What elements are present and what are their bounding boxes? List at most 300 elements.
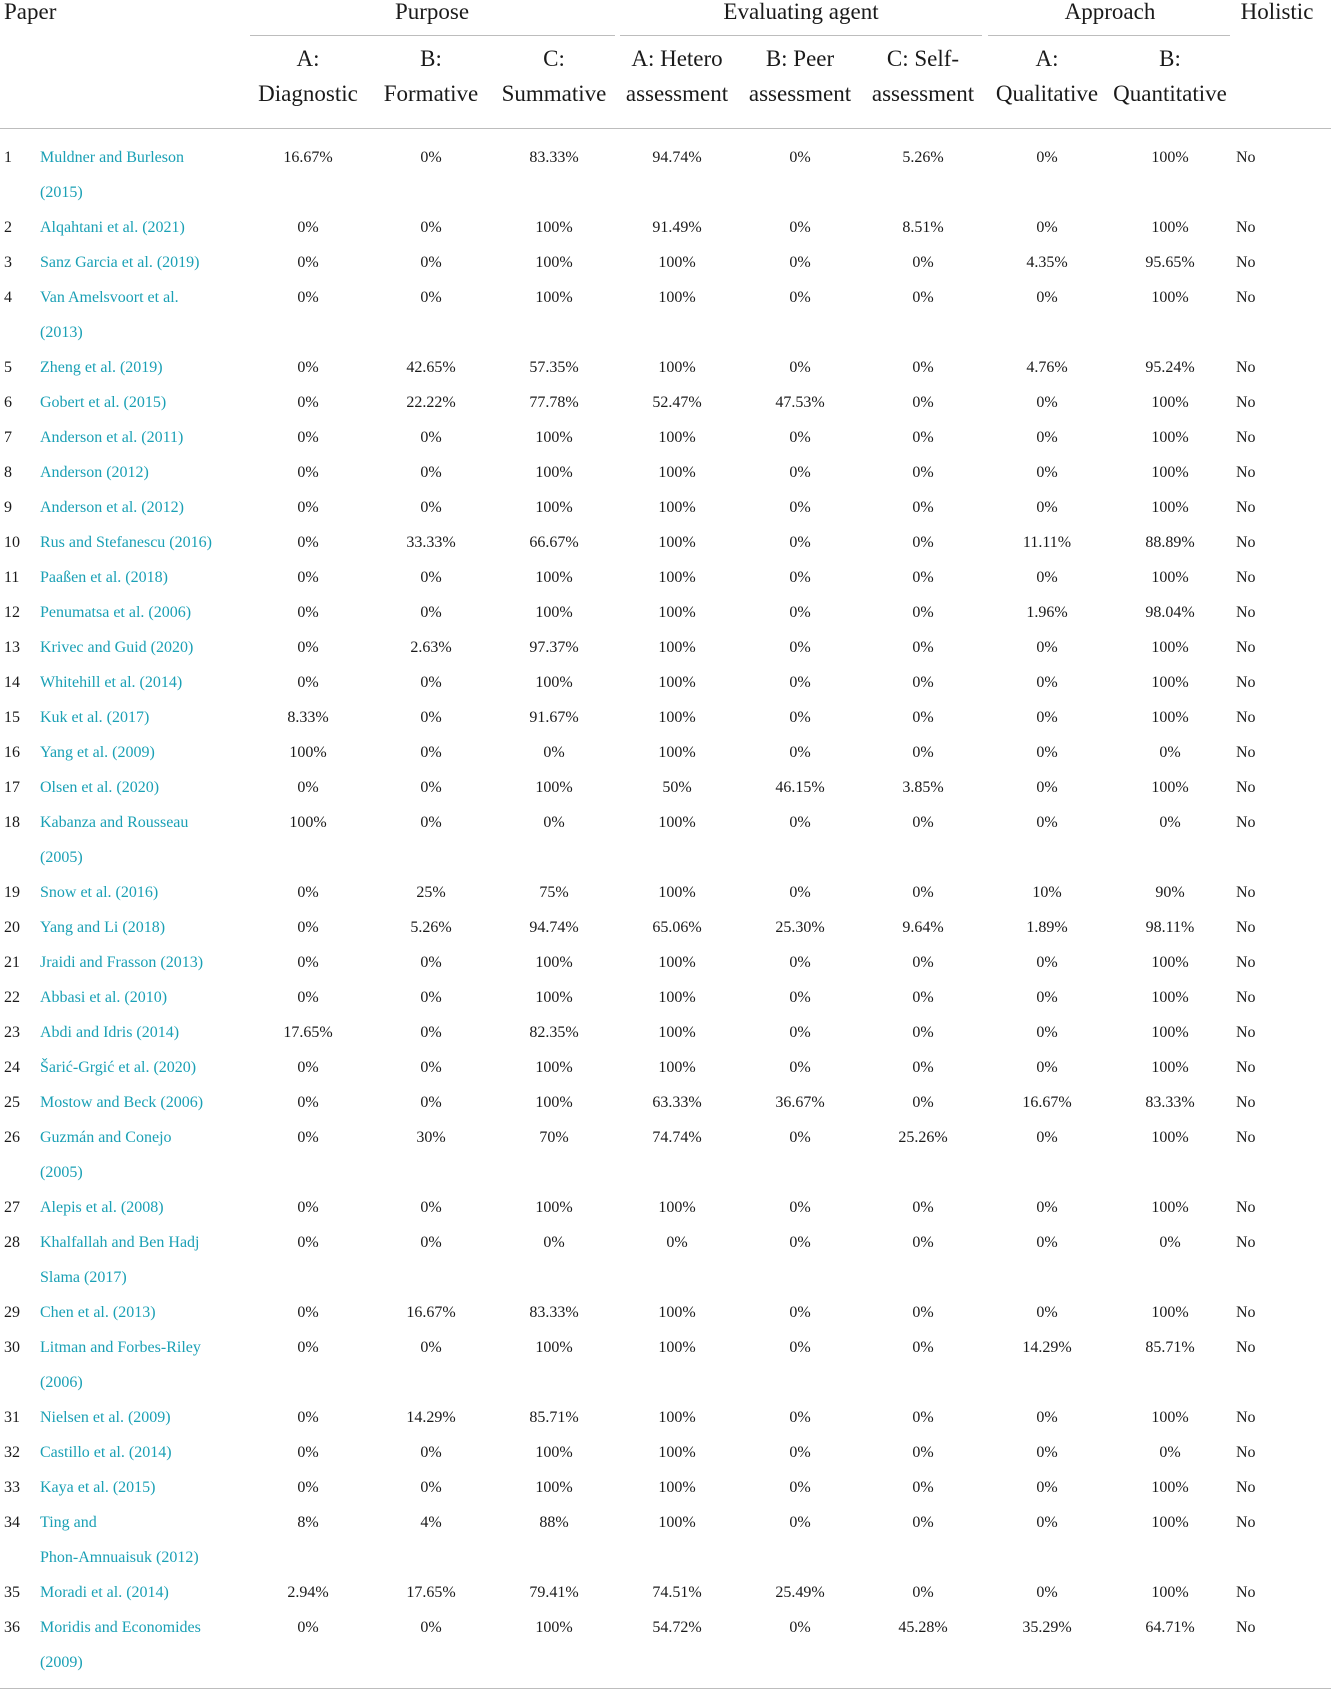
paper-citation-line: Gobert et al. (2015) bbox=[40, 394, 167, 411]
paper-citation-link[interactable] bbox=[40, 210, 185, 245]
cell-peer: 0% bbox=[789, 604, 811, 621]
cell-hetero: 52.47% bbox=[652, 394, 702, 411]
cell-qual: 0% bbox=[1036, 1584, 1058, 1601]
paper-citation-link[interactable] bbox=[40, 1505, 199, 1575]
cell-peer: 0% bbox=[789, 639, 811, 656]
cell-holistic: No bbox=[1236, 1619, 1256, 1636]
cell-quant: 0% bbox=[1159, 744, 1181, 761]
cell-diag: 100% bbox=[289, 744, 327, 761]
group-rule-approach bbox=[988, 35, 1230, 36]
cell-diag: 0% bbox=[297, 1059, 319, 1076]
cell-peer: 0% bbox=[789, 884, 811, 901]
column-header-qual-line2: Qualitative bbox=[995, 81, 1099, 106]
cell-form: 0% bbox=[420, 1339, 442, 1356]
cell-summ: 100% bbox=[535, 1479, 573, 1496]
paper-citation-link[interactable] bbox=[40, 1015, 179, 1050]
paper-citation-link[interactable] bbox=[40, 735, 155, 770]
cell-summ: 100% bbox=[535, 1094, 573, 1111]
cell-quant: 100% bbox=[1151, 1129, 1189, 1146]
cell-quant: 100% bbox=[1151, 674, 1189, 691]
paper-citation-link[interactable] bbox=[40, 245, 199, 280]
cell-hetero: 100% bbox=[658, 604, 696, 621]
cell-self: 0% bbox=[912, 1234, 934, 1251]
group-rule-evaluating-agent bbox=[620, 35, 982, 36]
row-number: 34 bbox=[4, 1514, 20, 1531]
cell-quant: 95.65% bbox=[1145, 254, 1195, 271]
cell-form: 0% bbox=[420, 289, 442, 306]
paper-citation-link[interactable] bbox=[40, 805, 188, 875]
paper-citation-line: Yang et al. (2009) bbox=[40, 744, 155, 761]
cell-quant: 100% bbox=[1151, 1059, 1189, 1076]
cell-hetero: 54.72% bbox=[652, 1619, 702, 1636]
row-number: 14 bbox=[4, 674, 20, 691]
cell-hetero: 100% bbox=[658, 1059, 696, 1076]
cell-qual: 0% bbox=[1036, 954, 1058, 971]
cell-form: 0% bbox=[420, 429, 442, 446]
paper-citation-link[interactable] bbox=[40, 1120, 172, 1190]
cell-hetero: 94.74% bbox=[652, 149, 702, 166]
cell-qual: 1.96% bbox=[1026, 604, 1068, 621]
cell-self: 0% bbox=[912, 1059, 934, 1076]
paper-citation-line: Šarić-Grgić et al. (2020) bbox=[40, 1059, 197, 1076]
cell-summ: 0% bbox=[543, 1234, 565, 1251]
paper-citation-link[interactable] bbox=[40, 525, 212, 560]
cell-summ: 94.74% bbox=[529, 919, 579, 936]
cell-form: 0% bbox=[420, 814, 442, 831]
paper-citation-link[interactable] bbox=[40, 385, 166, 420]
cell-summ: 82.35% bbox=[529, 1024, 579, 1041]
cell-quant: 100% bbox=[1151, 954, 1189, 971]
cell-self: 0% bbox=[912, 1584, 934, 1601]
cell-summ: 100% bbox=[535, 1619, 573, 1636]
paper-citation-line: Penumatsa et al. (2006) bbox=[40, 604, 192, 621]
cell-hetero: 100% bbox=[658, 1304, 696, 1321]
cell-peer: 0% bbox=[789, 1199, 811, 1216]
cell-form: 0% bbox=[420, 744, 442, 761]
cell-holistic: No bbox=[1236, 1584, 1256, 1601]
cell-form: 0% bbox=[420, 1059, 442, 1076]
paper-citation-line: Whitehill et al. (2014) bbox=[40, 674, 183, 691]
cell-self: 0% bbox=[912, 1409, 934, 1426]
paper-citation-link[interactable] bbox=[40, 910, 165, 945]
paper-citation-line: Anderson et al. (2011) bbox=[40, 429, 184, 446]
cell-holistic: No bbox=[1236, 359, 1256, 376]
row-number: 33 bbox=[4, 1479, 20, 1496]
paper-citation-link[interactable] bbox=[40, 1050, 196, 1085]
cell-peer: 0% bbox=[789, 499, 811, 516]
paper-citation-link[interactable] bbox=[40, 1470, 156, 1505]
paper-citation-link[interactable] bbox=[40, 595, 191, 630]
cell-hetero: 100% bbox=[658, 254, 696, 271]
row-number: 29 bbox=[4, 1304, 20, 1321]
cell-peer: 0% bbox=[789, 1059, 811, 1076]
cell-diag: 0% bbox=[297, 1479, 319, 1496]
cell-quant: 0% bbox=[1159, 1444, 1181, 1461]
cell-quant: 98.11% bbox=[1145, 919, 1195, 936]
cell-quant: 100% bbox=[1151, 1199, 1189, 1216]
cell-qual: 0% bbox=[1036, 1199, 1058, 1216]
column-header-quant-line1: B: bbox=[1159, 46, 1181, 71]
cell-self: 0% bbox=[912, 1199, 934, 1216]
cell-summ: 83.33% bbox=[529, 149, 579, 166]
cell-qual: 0% bbox=[1036, 1024, 1058, 1041]
cell-qual: 0% bbox=[1036, 1444, 1058, 1461]
paper-citation-line: Olsen et al. (2020) bbox=[40, 779, 160, 796]
column-header-quant-line2: Quantitative bbox=[1113, 81, 1227, 106]
paper-citation-link[interactable] bbox=[40, 490, 184, 525]
group-rule-purpose bbox=[250, 35, 615, 36]
cell-summ: 85.71% bbox=[529, 1409, 579, 1426]
cell-peer: 0% bbox=[789, 814, 811, 831]
cell-form: 0% bbox=[420, 989, 442, 1006]
cell-diag: 0% bbox=[297, 989, 319, 1006]
cell-qual: 14.29% bbox=[1022, 1339, 1072, 1356]
cell-hetero: 100% bbox=[658, 1409, 696, 1426]
cell-summ: 100% bbox=[535, 989, 573, 1006]
paper-citation-link[interactable] bbox=[40, 455, 149, 490]
paper-citation-link[interactable] bbox=[40, 140, 184, 210]
row-number: 17 bbox=[4, 779, 20, 796]
paper-citation-link[interactable] bbox=[40, 1085, 203, 1120]
cell-qual: 0% bbox=[1036, 814, 1058, 831]
cell-peer: 0% bbox=[789, 1234, 811, 1251]
cell-qual: 0% bbox=[1036, 219, 1058, 236]
paper-citation-line: Muldner and Burleson bbox=[40, 149, 184, 166]
paper-citation-link[interactable] bbox=[40, 1225, 200, 1295]
cell-peer: 0% bbox=[789, 149, 811, 166]
row-number: 8 bbox=[4, 464, 12, 481]
cell-self: 0% bbox=[912, 884, 934, 901]
cell-holistic: No bbox=[1236, 1024, 1256, 1041]
column-header-form-line2: Formative bbox=[383, 81, 479, 106]
paper-citation-line: Litman and Forbes-Riley bbox=[40, 1339, 201, 1356]
cell-self: 45.28% bbox=[898, 1619, 948, 1636]
cell-summ: 100% bbox=[535, 499, 573, 516]
cell-hetero: 100% bbox=[658, 359, 696, 376]
cell-self: 0% bbox=[912, 989, 934, 1006]
paper-citation-line: Phon-Amnuaisuk (2012) bbox=[40, 1549, 199, 1566]
paper-citation-link[interactable] bbox=[40, 770, 159, 805]
row-number: 31 bbox=[4, 1409, 20, 1426]
paper-citation-line: Nielsen et al. (2009) bbox=[40, 1409, 171, 1426]
cell-quant: 100% bbox=[1151, 1304, 1189, 1321]
cell-self: 9.64% bbox=[902, 919, 944, 936]
cell-holistic: No bbox=[1236, 464, 1256, 481]
header-rule bbox=[0, 128, 1331, 129]
cell-form: 30% bbox=[416, 1129, 446, 1146]
cell-form: 0% bbox=[420, 1619, 442, 1636]
bottom-rule bbox=[0, 1688, 1331, 1689]
cell-summ: 100% bbox=[535, 254, 573, 271]
cell-hetero: 100% bbox=[658, 464, 696, 481]
cell-peer: 47.53% bbox=[775, 394, 825, 411]
cell-form: 0% bbox=[420, 779, 442, 796]
paper-citation-link[interactable] bbox=[40, 700, 149, 735]
row-number: 20 bbox=[4, 919, 20, 936]
row-number: 6 bbox=[4, 394, 12, 411]
cell-qual: 0% bbox=[1036, 569, 1058, 586]
cell-peer: 36.67% bbox=[775, 1094, 825, 1111]
cell-self: 8.51% bbox=[902, 219, 944, 236]
cell-peer: 0% bbox=[789, 674, 811, 691]
cell-quant: 100% bbox=[1151, 394, 1189, 411]
cell-self: 0% bbox=[912, 1339, 934, 1356]
paper-citation-line: (2013) bbox=[40, 324, 83, 341]
cell-diag: 100% bbox=[289, 814, 327, 831]
cell-summ: 70% bbox=[539, 1129, 569, 1146]
paper-citation-line: Khalfallah and Ben Hadj bbox=[40, 1234, 200, 1251]
row-number: 11 bbox=[4, 569, 20, 586]
cell-peer: 0% bbox=[789, 989, 811, 1006]
row-number: 35 bbox=[4, 1584, 20, 1601]
cell-diag: 0% bbox=[297, 254, 319, 271]
row-number: 22 bbox=[4, 989, 20, 1006]
cell-hetero: 63.33% bbox=[652, 1094, 702, 1111]
row-number: 30 bbox=[4, 1339, 20, 1356]
row-number: 15 bbox=[4, 709, 20, 726]
cell-form: 0% bbox=[420, 499, 442, 516]
row-number: 19 bbox=[4, 884, 20, 901]
cell-form: 5.26% bbox=[410, 919, 452, 936]
cell-form: 0% bbox=[420, 254, 442, 271]
cell-form: 0% bbox=[420, 674, 442, 691]
cell-quant: 95.24% bbox=[1145, 359, 1195, 376]
cell-peer: 0% bbox=[789, 534, 811, 551]
cell-summ: 100% bbox=[535, 429, 573, 446]
cell-diag: 0% bbox=[297, 429, 319, 446]
cell-summ: 100% bbox=[535, 289, 573, 306]
cell-qual: 0% bbox=[1036, 709, 1058, 726]
cell-qual: 0% bbox=[1036, 429, 1058, 446]
cell-hetero: 100% bbox=[658, 499, 696, 516]
paper-citation-link[interactable] bbox=[40, 1435, 172, 1470]
cell-peer: 0% bbox=[789, 359, 811, 376]
cell-hetero: 0% bbox=[666, 1234, 688, 1251]
cell-qual: 0% bbox=[1036, 1514, 1058, 1531]
paper-citation-line: Guzmán and Conejo bbox=[40, 1129, 172, 1146]
group-header-holistic: Holistic bbox=[1240, 0, 1314, 24]
cell-self: 5.26% bbox=[902, 149, 944, 166]
row-number: 25 bbox=[4, 1094, 20, 1111]
cell-qual: 0% bbox=[1036, 639, 1058, 656]
cell-qual: 0% bbox=[1036, 464, 1058, 481]
column-header-self-line1: C: Self- bbox=[886, 46, 960, 71]
cell-qual: 10% bbox=[1032, 884, 1062, 901]
cell-peer: 0% bbox=[789, 1444, 811, 1461]
cell-holistic: No bbox=[1236, 394, 1256, 411]
cell-summ: 100% bbox=[535, 1444, 573, 1461]
cell-holistic: No bbox=[1236, 1129, 1256, 1146]
cell-form: 4% bbox=[420, 1514, 442, 1531]
cell-quant: 83.33% bbox=[1145, 1094, 1195, 1111]
paper-citation-link[interactable] bbox=[40, 1610, 201, 1680]
cell-self: 0% bbox=[912, 1094, 934, 1111]
paper-citation-line: Snow et al. (2016) bbox=[40, 884, 159, 901]
row-number: 12 bbox=[4, 604, 20, 621]
paper-citation-link[interactable] bbox=[40, 560, 168, 595]
cell-form: 0% bbox=[420, 604, 442, 621]
cell-summ: 77.78% bbox=[529, 394, 579, 411]
cell-self: 0% bbox=[912, 394, 934, 411]
paper-citation-link[interactable] bbox=[40, 945, 203, 980]
cell-qual: 0% bbox=[1036, 989, 1058, 1006]
cell-hetero: 74.51% bbox=[652, 1584, 702, 1601]
cell-qual: 0% bbox=[1036, 1304, 1058, 1321]
row-number: 28 bbox=[4, 1234, 20, 1251]
paper-citation-line: Yang and Li (2018) bbox=[40, 919, 166, 936]
paper-citation-link[interactable] bbox=[40, 1330, 201, 1400]
cell-diag: 0% bbox=[297, 464, 319, 481]
cell-form: 0% bbox=[420, 1199, 442, 1216]
cell-form: 25% bbox=[416, 884, 446, 901]
paper-citation-link[interactable] bbox=[40, 1400, 171, 1435]
paper-citation-link[interactable] bbox=[40, 1295, 156, 1330]
paper-citation-line: Chen et al. (2013) bbox=[40, 1304, 156, 1321]
cell-peer: 25.30% bbox=[775, 919, 825, 936]
cell-holistic: No bbox=[1236, 534, 1256, 551]
cell-self: 0% bbox=[912, 1444, 934, 1461]
cell-diag: 16.67% bbox=[283, 149, 333, 166]
group-header-purpose: Purpose bbox=[394, 0, 470, 24]
paper-citation-link[interactable] bbox=[40, 980, 167, 1015]
paper-citation-line: Moridis and Economides bbox=[40, 1619, 201, 1636]
row-number: 9 bbox=[4, 499, 12, 516]
cell-qual: 0% bbox=[1036, 289, 1058, 306]
column-header-diag-line1: A: bbox=[296, 46, 320, 71]
row-number: 1 bbox=[4, 149, 12, 166]
cell-qual: 16.67% bbox=[1022, 1094, 1072, 1111]
paper-citation-link[interactable] bbox=[40, 420, 183, 455]
cell-diag: 0% bbox=[297, 534, 319, 551]
paper-citation-line: Ting and bbox=[40, 1514, 97, 1531]
cell-form: 0% bbox=[420, 219, 442, 236]
paper-citation-link[interactable] bbox=[40, 1190, 164, 1225]
cell-form: 17.65% bbox=[406, 1584, 456, 1601]
cell-summ: 100% bbox=[535, 604, 573, 621]
cell-holistic: No bbox=[1236, 429, 1256, 446]
cell-diag: 0% bbox=[297, 1199, 319, 1216]
cell-holistic: No bbox=[1236, 954, 1256, 971]
cell-quant: 100% bbox=[1151, 1479, 1189, 1496]
paper-citation-line: Anderson et al. (2012) bbox=[40, 499, 184, 516]
cell-quant: 100% bbox=[1151, 1584, 1189, 1601]
cell-peer: 0% bbox=[789, 1479, 811, 1496]
cell-peer: 25.49% bbox=[775, 1584, 825, 1601]
cell-peer: 0% bbox=[789, 1129, 811, 1146]
cell-quant: 100% bbox=[1151, 464, 1189, 481]
cell-qual: 0% bbox=[1036, 1059, 1058, 1076]
cell-quant: 0% bbox=[1159, 814, 1181, 831]
cell-summ: 91.67% bbox=[529, 709, 579, 726]
cell-self: 0% bbox=[912, 1024, 934, 1041]
paper-citation-link[interactable] bbox=[40, 875, 158, 910]
cell-diag: 2.94% bbox=[287, 1584, 329, 1601]
cell-hetero: 65.06% bbox=[652, 919, 702, 936]
cell-qual: 0% bbox=[1036, 394, 1058, 411]
cell-summ: 97.37% bbox=[529, 639, 579, 656]
cell-peer: 0% bbox=[789, 1024, 811, 1041]
cell-holistic: No bbox=[1236, 709, 1256, 726]
cell-hetero: 100% bbox=[658, 674, 696, 691]
cell-summ: 88% bbox=[539, 1514, 569, 1531]
cell-qual: 4.76% bbox=[1026, 359, 1068, 376]
cell-qual: 11.11% bbox=[1022, 534, 1072, 551]
cell-diag: 0% bbox=[297, 289, 319, 306]
row-number: 4 bbox=[4, 289, 12, 306]
cell-qual: 0% bbox=[1036, 1234, 1058, 1251]
cell-peer: 0% bbox=[789, 1514, 811, 1531]
cell-holistic: No bbox=[1236, 1094, 1256, 1111]
cell-self: 25.26% bbox=[898, 1129, 948, 1146]
paper-citation-link[interactable] bbox=[40, 280, 179, 350]
paper-citation-line: Rus and Stefanescu (2016) bbox=[40, 534, 212, 551]
cell-peer: 46.15% bbox=[775, 779, 825, 796]
cell-diag: 0% bbox=[297, 1444, 319, 1461]
paper-citation-link[interactable] bbox=[40, 350, 163, 385]
paper-citation-line: (2006) bbox=[40, 1374, 83, 1391]
cell-quant: 100% bbox=[1151, 499, 1189, 516]
column-header-hetero-line1: A: Hetero bbox=[631, 46, 723, 71]
paper-citation-link[interactable] bbox=[40, 1575, 169, 1610]
paper-citation-line: Van Amelsvoort et al. bbox=[40, 289, 179, 306]
paper-citation-line: Jraidi and Frasson (2013) bbox=[40, 954, 204, 971]
row-number: 5 bbox=[4, 359, 12, 376]
cell-summ: 66.67% bbox=[529, 534, 579, 551]
paper-citation-link[interactable] bbox=[40, 665, 182, 700]
paper-citation-line: Krivec and Guid (2020) bbox=[40, 639, 194, 656]
cell-form: 0% bbox=[420, 569, 442, 586]
cell-summ: 75% bbox=[539, 884, 569, 901]
paper-column-header: Paper bbox=[4, 0, 57, 24]
cell-form: 0% bbox=[420, 1094, 442, 1111]
cell-self: 0% bbox=[912, 814, 934, 831]
cell-holistic: No bbox=[1236, 919, 1256, 936]
cell-diag: 0% bbox=[297, 1409, 319, 1426]
cell-form: 0% bbox=[420, 464, 442, 481]
cell-holistic: No bbox=[1236, 1304, 1256, 1321]
cell-quant: 100% bbox=[1151, 1024, 1189, 1041]
cell-form: 14.29% bbox=[406, 1409, 456, 1426]
paper-citation-link[interactable] bbox=[40, 630, 193, 665]
cell-quant: 100% bbox=[1151, 149, 1189, 166]
cell-peer: 0% bbox=[789, 744, 811, 761]
cell-diag: 0% bbox=[297, 499, 319, 516]
cell-self: 0% bbox=[912, 289, 934, 306]
cell-qual: 0% bbox=[1036, 1409, 1058, 1426]
cell-peer: 0% bbox=[789, 254, 811, 271]
cell-holistic: No bbox=[1236, 1339, 1256, 1356]
row-number: 16 bbox=[4, 744, 20, 761]
paper-citation-line: Slama (2017) bbox=[40, 1269, 127, 1286]
group-header-approach: Approach bbox=[1064, 0, 1156, 24]
cell-self: 3.85% bbox=[902, 779, 944, 796]
cell-form: 42.65% bbox=[406, 359, 456, 376]
cell-qual: 0% bbox=[1036, 499, 1058, 516]
paper-citation-line: Alqahtani et al. (2021) bbox=[40, 219, 185, 236]
cell-hetero: 100% bbox=[658, 1514, 696, 1531]
cell-qual: 0% bbox=[1036, 1129, 1058, 1146]
paper-citation-line: Zheng et al. (2019) bbox=[40, 359, 163, 376]
cell-hetero: 100% bbox=[658, 884, 696, 901]
paper-citation-line: Kaya et al. (2015) bbox=[40, 1479, 156, 1496]
cell-hetero: 100% bbox=[658, 989, 696, 1006]
paper-citation-line: Castillo et al. (2014) bbox=[40, 1444, 172, 1461]
cell-self: 0% bbox=[912, 534, 934, 551]
paper-citation-line: (2015) bbox=[40, 184, 83, 201]
cell-holistic: No bbox=[1236, 814, 1256, 831]
cell-self: 0% bbox=[912, 744, 934, 761]
cell-quant: 85.71% bbox=[1145, 1339, 1195, 1356]
